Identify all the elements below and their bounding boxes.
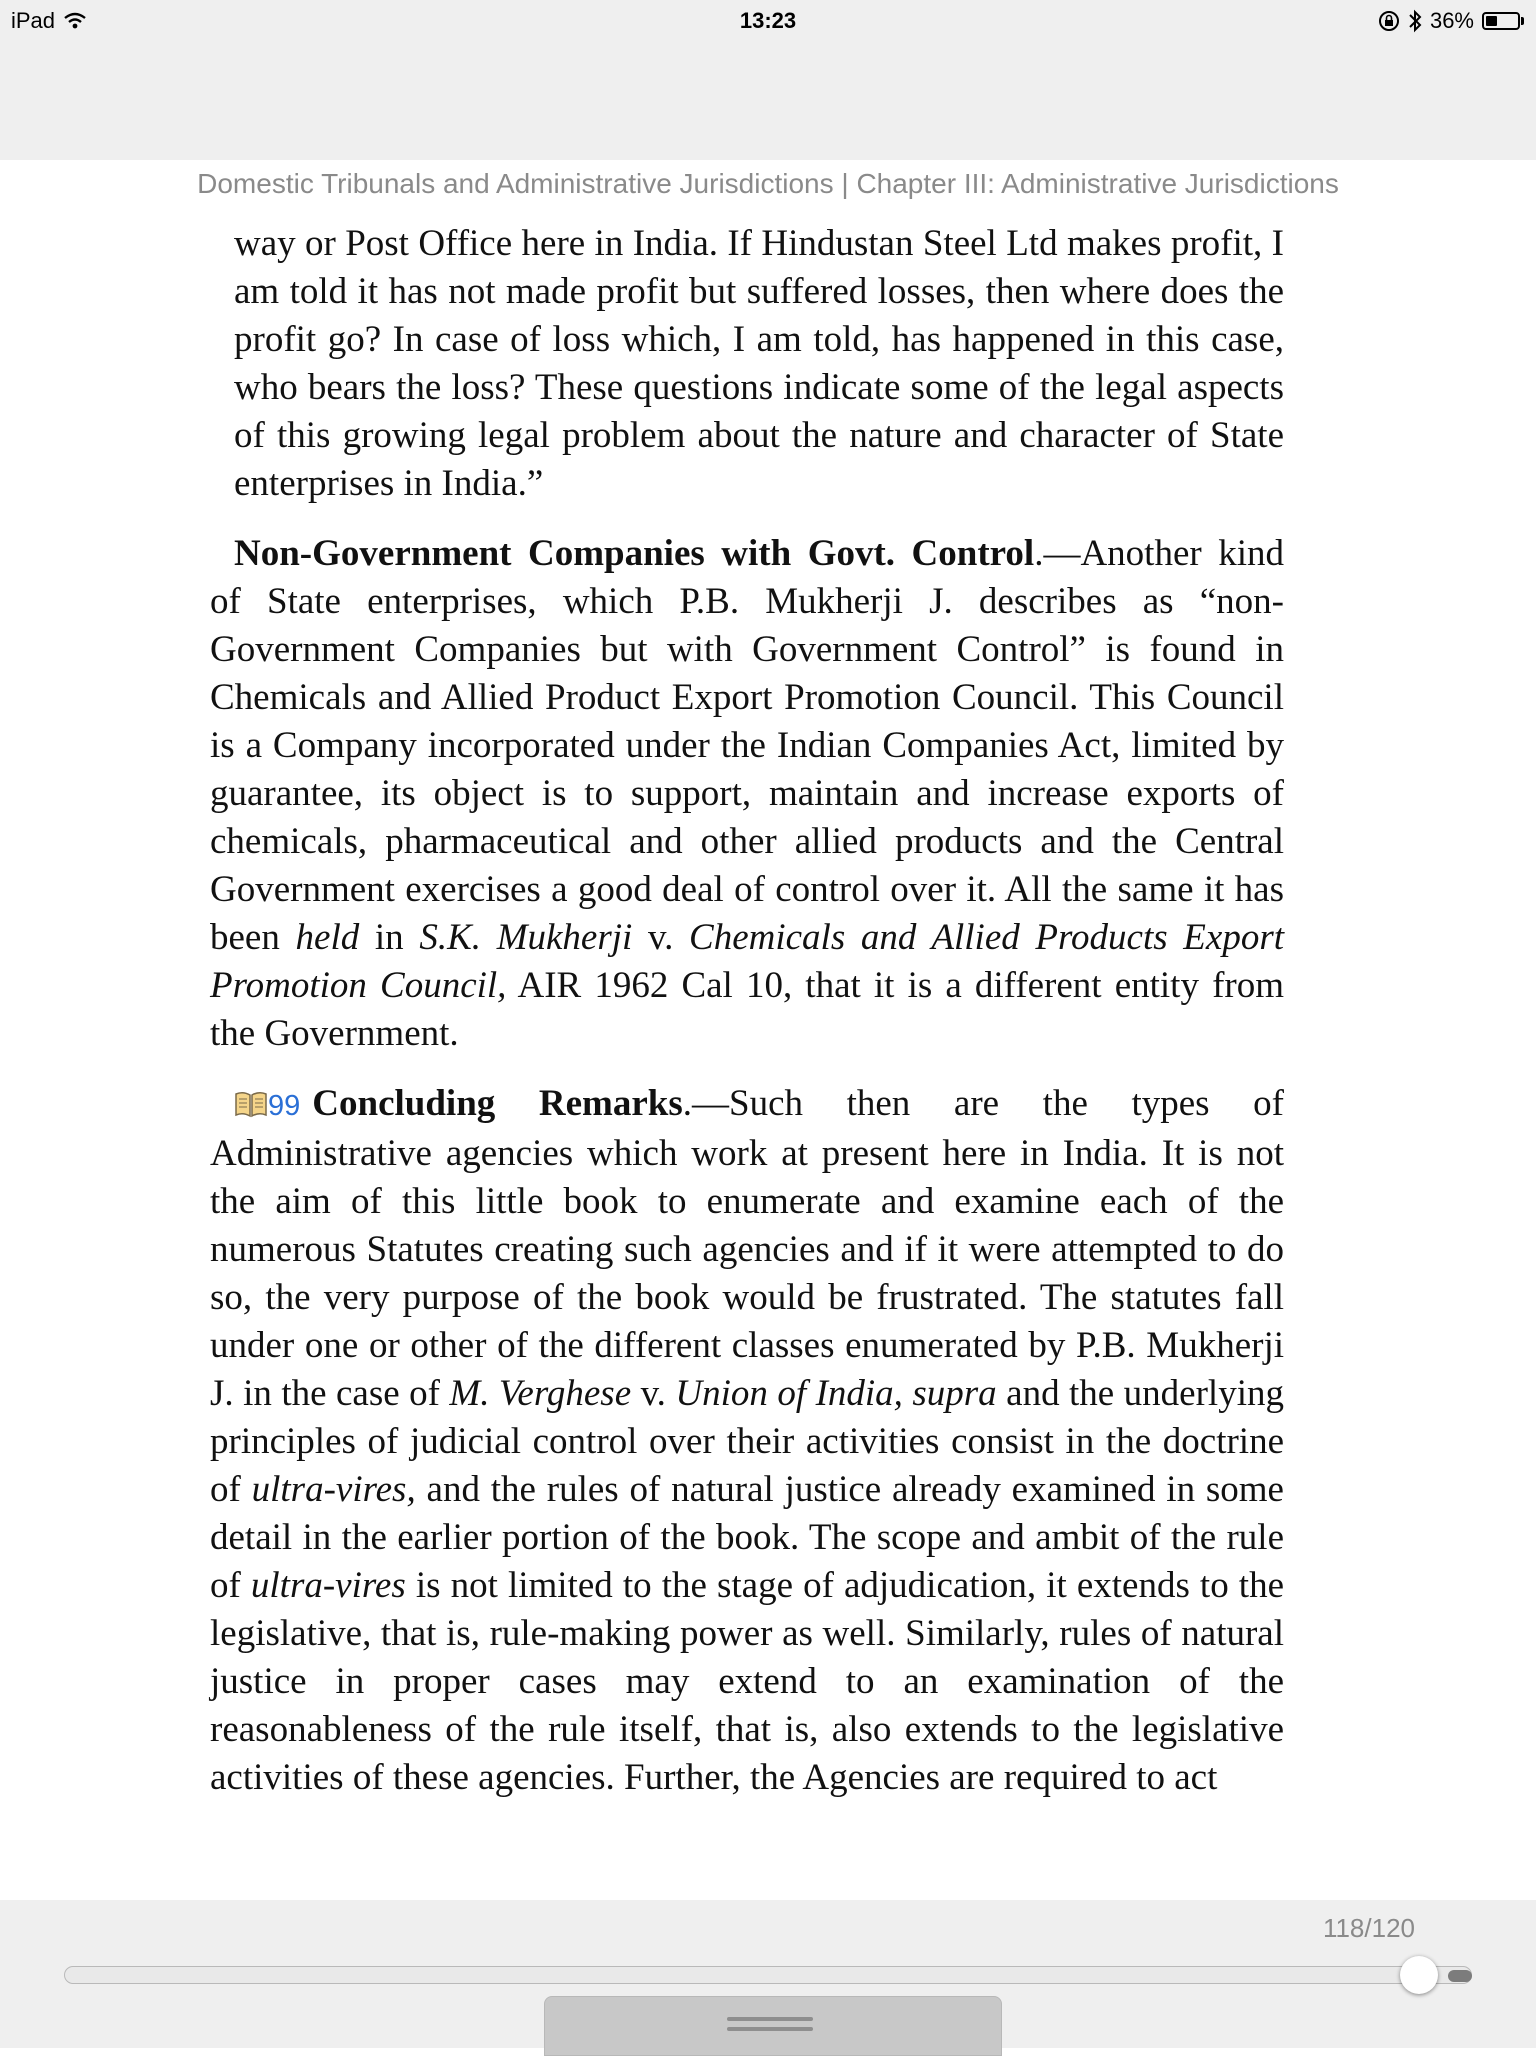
page-indicator: 118/120: [1322, 1913, 1415, 1943]
case-party: Chemicals and Allied Products Export Promotion Council,: [210, 917, 1285, 1006]
italic-text: ultra-vires,: [251, 1469, 416, 1510]
book-page: [210, 220, 1284, 1824]
paragraph-text: .—Another kind of State enterprises, which P.B. Mukherji J. describes as “non-Government Companies but with Government Control” is found in Chemicals and Allied Product Export Promotion Council. This Council is a Company incorporated under the Indian Companies Act, limited by guarantee, its object is to support, maintain and increase exports of chemicals, pharmaceutical and other allied products and the Central Government exercises a good deal of control over it. All the same it has been: [210, 533, 1284, 958]
running-header: Domestic Tribunals and Administrative Jurisdictions | Chapter III: Administrative Jurisdictions: [197, 168, 1339, 199]
battery-percent: 36%: [1429, 8, 1474, 33]
section-heading: Non-Government Companies with Govt. Control: [234, 533, 1035, 574]
paragraph-text: and the underlying principles of judicial control over their activities consist in the doctrine of: [210, 1373, 1284, 1510]
paragraph-non-govt-companies: [210, 530, 1284, 1058]
paragraph-text: in: [359, 917, 420, 958]
reader-toolbar[interactable]: [0, 44, 1536, 160]
block-quote: way or Post Office here in India. If Hindustan Steel Ltd makes profit, I am told it has not made profit but suffered losses, then where does the profit go? In case of loss which, I am told, has happened in this case, who bears the loss? These questions indicate some of the legal aspects of this growing legal problem about the nature and character of State enterprises in India.”: [234, 223, 1284, 504]
bluetooth-icon: [1408, 9, 1422, 33]
case-party: Union of India, supra: [675, 1373, 997, 1414]
paragraph-text: v.: [632, 917, 690, 958]
italic-text: ultra-vires: [250, 1565, 406, 1606]
page-scrubber-thumb[interactable]: [1400, 1956, 1438, 1994]
page-scrubber-track[interactable]: [64, 1966, 1472, 1984]
paragraph-text: and the rules of natural justice already examined in some detail in the earlier portion of the book. The scope and ambit of the rule of: [210, 1469, 1284, 1606]
status-bar: [0, 0, 1536, 44]
paragraph-text: is not limited to the stage of adjudication, it extends to the legislative, that is, rule-making power as well. Similarly, rules of natural justice in proper cases may extend to an examination of the reasonableness of the rule itself, that is, also extends to the legislative activities of these agencies. Further, the Agencies are required to act: [210, 1565, 1284, 1798]
book-icon[interactable]: [234, 1090, 268, 1118]
paragraph-text: AIR 1962 Cal 10, that it is a different entity from the Government.: [210, 965, 1284, 1054]
section-heading: Concluding Remarks: [312, 1083, 683, 1124]
case-name: M. Verghese: [449, 1373, 632, 1414]
device-name: iPad: [11, 8, 56, 33]
page-scrubber-fill: [1448, 1970, 1472, 1982]
battery-icon: [1482, 12, 1524, 30]
page-reference-link[interactable]: 99: [268, 1090, 301, 1122]
grip-line: [727, 2017, 813, 2021]
paragraph-text: v.: [631, 1373, 676, 1414]
grip-line: [727, 2027, 813, 2031]
clock: 13:23: [739, 8, 797, 33]
battery-level: [1486, 16, 1497, 26]
rotation-lock-icon: [1378, 10, 1400, 32]
paragraph-text: .—Such then are the types of Administrative agencies which work at present here in India. It is not the aim of this little book to enumerate and examine each of the numerous Statutes creating such agencies and if it were attempted to do so, the very purpose of the book would be frustrated. The statutes fall under one or other of the different classes enumerated by P.B. Mukherji J. in the case of: [210, 1083, 1284, 1414]
paragraph-concluding-remarks: [210, 1080, 1284, 1802]
italic-text: held: [295, 917, 360, 958]
case-name: S.K. Mukherji: [419, 917, 633, 958]
drawer-handle[interactable]: [544, 1996, 1002, 2056]
